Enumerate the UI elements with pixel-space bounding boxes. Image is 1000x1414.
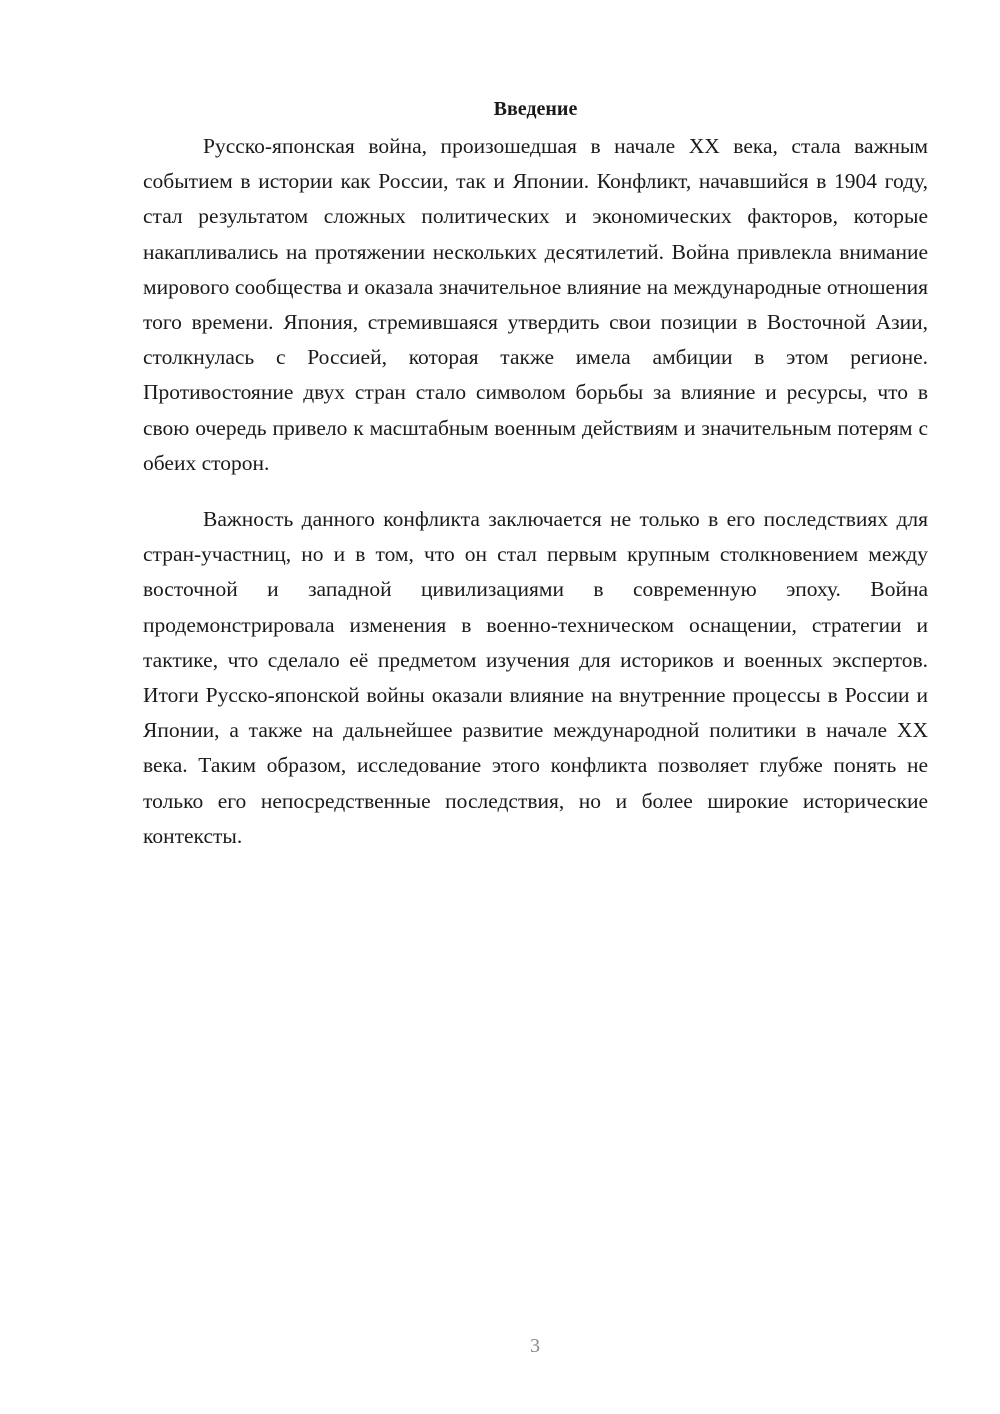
page-content: [143, 92, 928, 854]
paragraph-2: Важность данного конфликта заключается не только в его последствиях для стран-участниц, но и в том, что он стал первым крупным столкновением между восточной и западной цивилизациями в современную эпоху. Война продемонстрировала изменения в военно-техническом оснащении, стратегии и тактике, что сделало её предметом изучения для историков и военных экспертов. Итоги Русско-японской войны оказали влияние на внутренние процессы в России и Японии, а также на дальнейшее развитие международной политики в начале XX века. Таким образом, исследование этого конфликта позволяет глубже понять не только его непосредственные последствия, но и более широкие исторические контексты.: [143, 507, 928, 848]
section-heading: Введение: [493, 98, 578, 120]
page-number: 3: [530, 1335, 540, 1357]
paragraph-1: Русско-японская война, произошедшая в начале XX века, стала важным событием в истории как России, так и Японии. Конфликт, начавшийся в 1904 году, стал результатом сложных политических и экономических факторов, которые накапливались на протяжении нескольких десятилетий. Война привлекла внимание мирового сообщества и оказала значительное влияние на международные отношения того времени. Япония, стремившаяся утвердить свои позиции в Восточной Азии, столкнулась с Россией, которая также имела амбиции в этом регионе. Противостояние двух стран стало символом борьбы за влияние и ресурсы, что в свою очередь привело к масштабным военным действиям и значительным потерям с обеих сторон.: [143, 134, 928, 475]
